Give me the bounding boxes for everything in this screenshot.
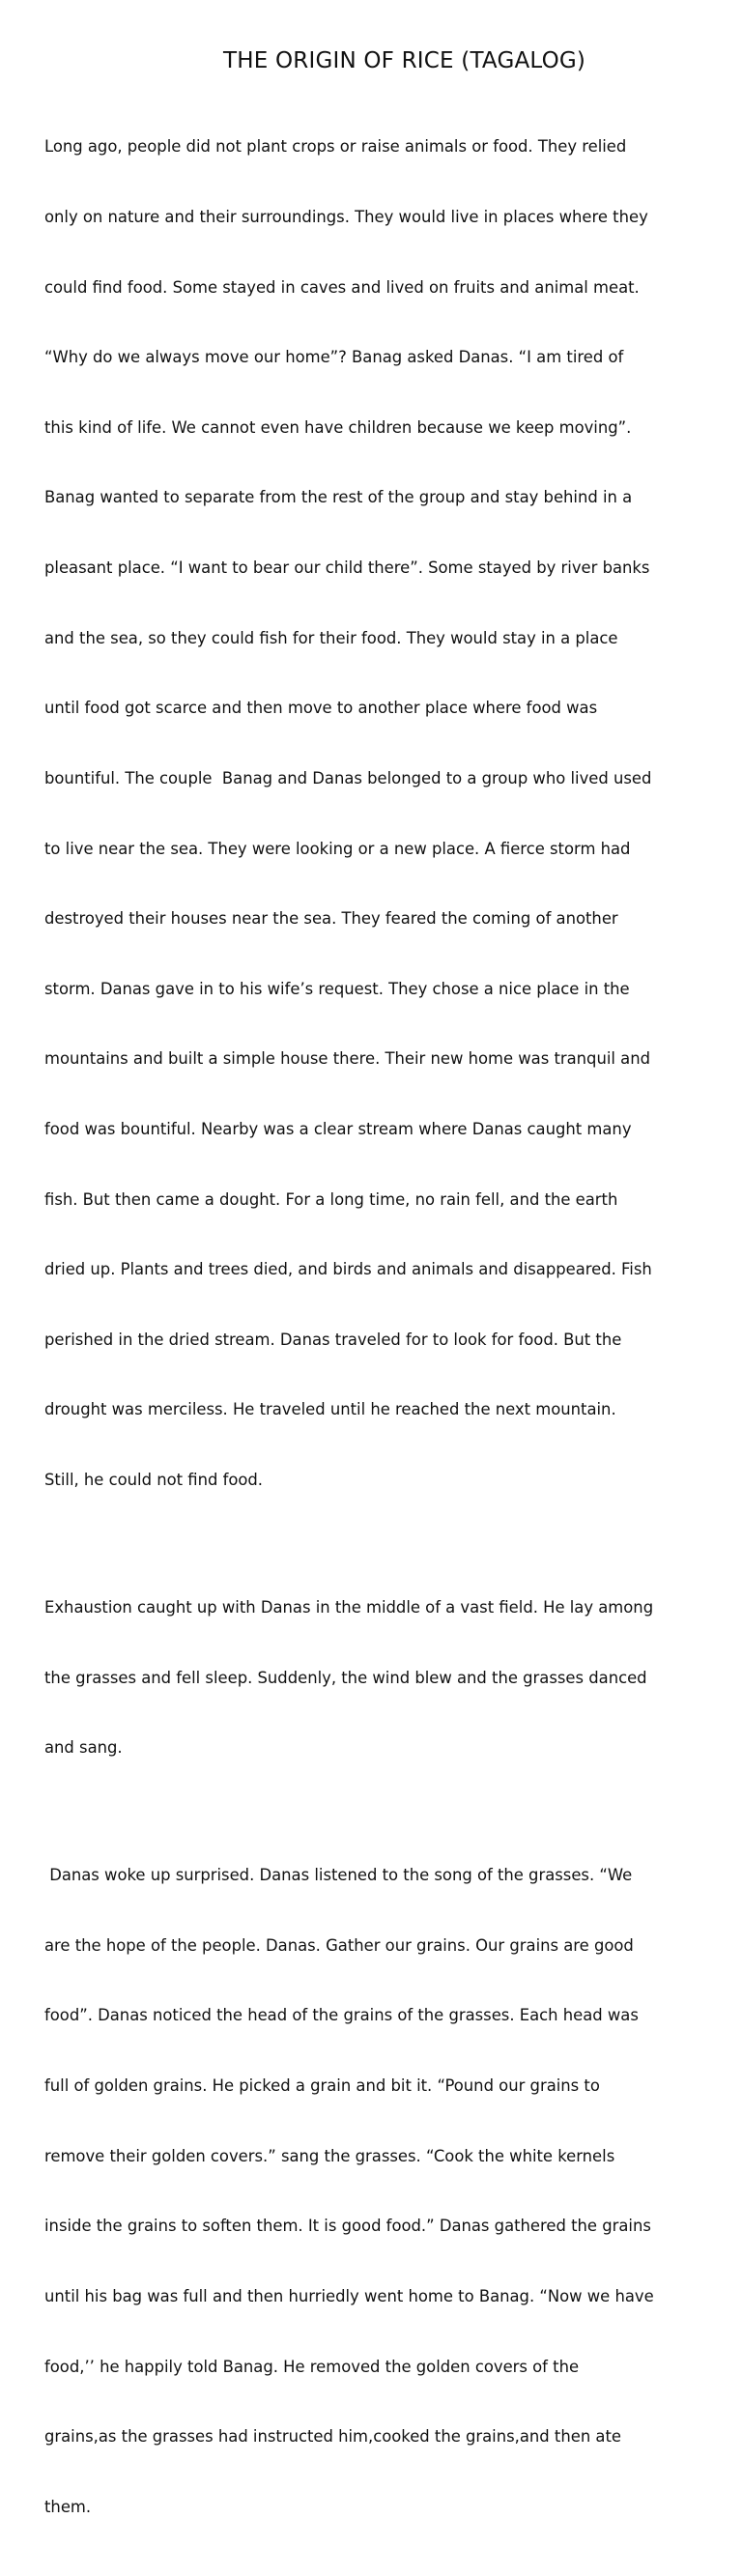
text-line: inside the grains to soften them. It is good food.” Danas gathered the grains [44,2217,651,2236]
text-line: grains,as the grasses had instructed him,cooked the grains,and then ate [44,2427,621,2447]
document-page [44,46,711,2576]
text-line: drought was merciless. He traveled until he reached the next mountain. [44,1400,616,1419]
text-line: Still, he could not find food. [44,1470,264,1489]
text-line: food”. Danas noticed the head of the grains of the grasses. Each head was [44,2006,639,2025]
text-line: Banag wanted to separate from the rest of the group and stay behind in a [44,488,633,507]
text-line: Long ago, people did not plant crops or raise animals or food. They relied [44,137,627,157]
document-title: THE ORIGIN OF RICE (TAGALOG) [223,48,586,73]
text-line: Exhaustion caught up with Danas in the middle of a vast field. He lay among [44,1598,654,1617]
text-line: storm. Danas gave in to his wife’s request. They chose a nice place in the [44,979,630,998]
text-line: and the sea, so they could fish for their food. They would stay in a place [44,628,618,647]
text-line: could find food. Some stayed in caves and lived on fruits and animal meat. [44,277,640,297]
paragraph-3 [44,1818,711,2566]
text-line: bountiful. The couple Banag and Danas belonged to a group who lived used [44,768,652,787]
text-line: only on nature and their surroundings. They would live in places where they [44,208,648,227]
text-line: remove their golden covers.” sang the grasses. “Cook the white kernels [44,2146,615,2165]
text-line: until food got scarce and then move to another place where food was [44,699,598,718]
text-line: perished in the dried stream. Danas traveled for to look for food. But the [44,1330,622,1349]
text-line: full of golden grains. He picked a grain and bit it. “Pound our grains to [44,2076,600,2096]
text-line: pleasant place. “I want to bear our child there”. Some stayed by river banks [44,558,650,578]
text-line: fish. But then came a dought. For a long time, no rain fell, and the earth [44,1189,618,1209]
text-line: the grasses and fell sleep. Suddenly, the wind blew and the grasses danced [44,1668,647,1687]
text-line: them. [44,2497,92,2516]
text-line: dried up. Plants and trees died, and birds and animals and disappeared. Fish [44,1260,652,1279]
text-line: “Why do we always move our home”? Banag asked Danas. “I am tired of [44,348,624,367]
text-line: mountains and built a simple house there. Their new home was tranquil and [44,1049,650,1069]
text-line: Danas woke up surprised. Danas listened to the song of the grasses. “We [44,1866,633,1885]
text-line: and sang. [44,1738,123,1758]
text-line: destroyed their houses near the sea. They feared the coming of another [44,909,618,929]
text-line: until his bag was full and then hurriedly went home to Banag. “Now we have [44,2286,654,2305]
text-line: food was bountiful. Nearby was a clear stream where Danas caught many [44,1119,632,1138]
paragraph-1 [44,89,711,1539]
text-line: food,’’ he happily told Banag. He removed the golden covers of the [44,2357,580,2376]
text-line: are the hope of the people. Danas. Gather our grains. Our grains are good [44,1935,634,1955]
text-line: this kind of life. We cannot even have children because we keep moving”. [44,417,632,437]
paragraph-2 [44,1550,711,1807]
text-line: to live near the sea. They were looking or a new place. A fierce storm had [44,839,631,858]
